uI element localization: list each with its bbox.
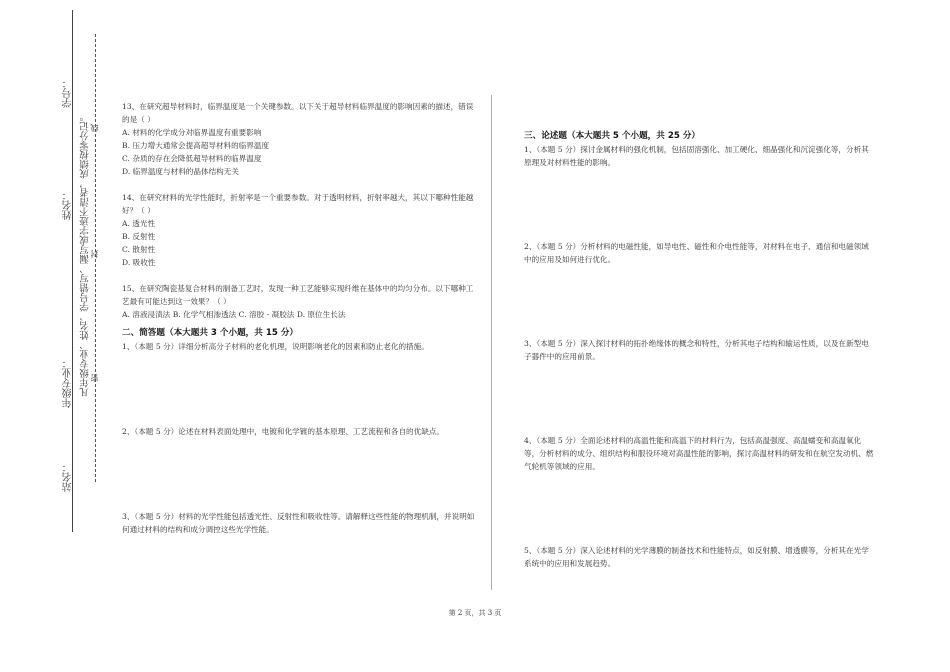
question-13 <box>122 100 478 178</box>
option-b: B. 反射性 <box>122 232 156 241</box>
question-14 <box>122 191 478 269</box>
option-a: A. 材料的化学成分对临界温度有重要影响 <box>122 128 262 137</box>
column-divider <box>491 95 492 590</box>
option-d: D. 临界温度与材料的晶体结构无关 <box>122 167 239 176</box>
student-id-label: 学号： <box>63 78 74 108</box>
essay-question-2: 2、（本题 5 分）分析材料的电磁性能，如导电性、磁性和介电性能等，对材料在电子、通信和电磁领域中的应用及如何进行优化。 <box>524 242 869 264</box>
margin-dashed-line <box>95 34 96 482</box>
binding-margin <box>0 0 110 672</box>
option-a: A. 透光性 <box>122 219 156 228</box>
option-d: D. 吸收性 <box>122 258 156 267</box>
option-c: C. 散射性 <box>122 245 156 254</box>
answer-space <box>524 363 876 434</box>
essay-question-1: 1、（本题 5 分）探讨金属材料的强化机制，包括固溶强化、加工硬化、细晶强化和沉淀强化等，分析其原理及对材料性能的影响。 <box>524 145 869 167</box>
option-c: C. 杂质的存在会降低超导材料的临界温度 <box>122 154 262 163</box>
right-column <box>524 130 876 570</box>
essay-question-3: 3、（本题 5 分）深入探讨材料的拓扑绝缘体的概念和特性，分析其电子结构和输运性质，以及在新型电子器件中的应用前景。 <box>524 339 869 361</box>
answer-space <box>122 438 478 510</box>
essay-question-5: 5、（本题 5 分）深入论述材料的光学薄膜的制备技术和性能特点，如反射膜、增透膜等，分析其在光学系统中的应用和发展趋势。 <box>524 546 869 568</box>
short-answer-2: 2、（本题 5 分）论述在材料表面处理中，电镀和化学镀的基本原理、工艺流程和各自的优缺点。 <box>122 427 445 436</box>
section-3-title: 三、论述题（本大题共 5 个小题，共 25 分） <box>524 131 701 141</box>
option-b: B. 压力增大通常会提高超导材料的临界温度 <box>122 141 270 150</box>
answer-space <box>524 266 876 337</box>
answer-space <box>524 169 876 240</box>
grade-major-label: 年级专业： <box>63 358 74 408</box>
margin-notice: 凡年级专业、姓名、学号错写、漏写或字迹不清者，成绩按零分记。 <box>80 112 91 397</box>
question-stem: 15、在研究陶瓷基复合材料的制备工艺时，发现一种工艺能够实现纤维在基体中的均匀分布。以下哪种工艺最有可能达到这一效果？（ ） <box>122 284 474 306</box>
essay-question-4: 4、（本题 5 分）全面论述材料的高温性能和高温下的材料行为，包括高温强度、高温蠕变和高温氧化等，分析材料的成分、组织结构和服役环境对高温性能的影响，探讨高温材料的研发和在航空发动机、燃气轮机等领域的应用。 <box>524 436 874 471</box>
seal-feng-char: 封 <box>90 250 99 258</box>
question-15 <box>122 282 478 321</box>
left-column <box>122 100 478 536</box>
options-line: A. 溶液浸渍法 B. 化学气相渗透法 C. 溶胶 - 凝胶法 D. 原位生长法 <box>122 310 346 319</box>
seal-mi-char: 密 <box>90 374 99 382</box>
answer-space <box>122 353 478 425</box>
short-answer-3: 3、（本题 5 分）材料的光学性能包括透光性、反射性和吸收性等。请解释这些性能的物理机制，并说明如何通过材料的结构和成分调控这些光学性能。 <box>122 512 475 534</box>
short-answer-1: 1、（本题 5 分）详细分析高分子材料的老化机理，说明影响老化的因素和防止老化的措施。 <box>122 342 429 351</box>
page-footer: 第 2 页，共 3 页 <box>448 609 502 617</box>
answer-space <box>524 473 876 544</box>
question-stem: 14、在研究材料的光学性能时，折射率是一个重要参数。对于透明材料，折射率越大，其以下哪种性能越好？（ ） <box>122 193 474 215</box>
section-2-title: 二、简答题（本大题共 3 个小题，共 15 分） <box>122 328 299 338</box>
question-stem: 13、在研究超导材料时，临界温度是一个关键参数。以下关于超导材料临界温度的影响因素的描述，错误的是（ ） <box>122 102 474 124</box>
school-label: 站名： <box>63 462 74 492</box>
seal-line-char: 线 <box>90 124 99 132</box>
student-name-label: 姓名： <box>63 190 74 220</box>
